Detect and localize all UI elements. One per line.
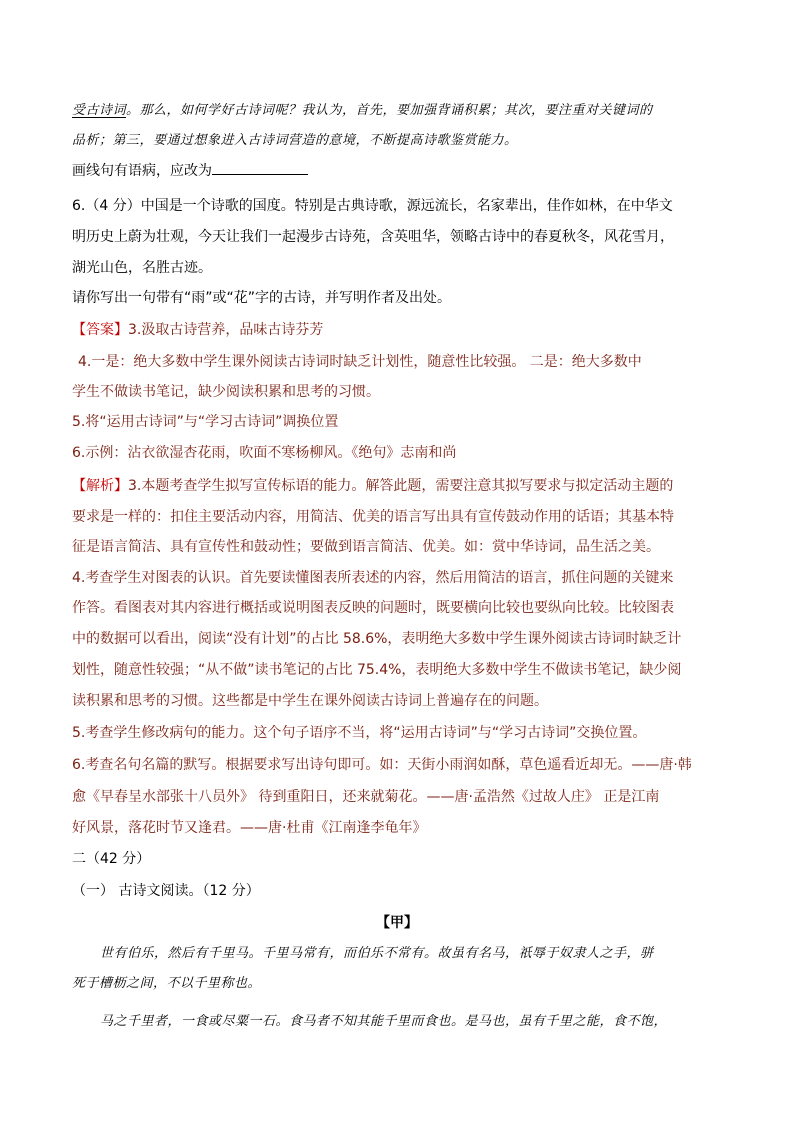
classical-line-1: 世有伯乐，然后有千里马。千里马常有，而伯乐不常有。故虽有名马，祇辱于奴隶人之手，骈 [100,946,654,961]
analysis-3-line-1-text: 3.本题考查学生拟写宣传标语的能力。解答此题，需要注意其拟写要求与拟定活动主题的 [128,478,674,494]
analysis-6-line-2: 愈《早春呈水部张十八员外》 待到重阳日，还来就菊花。——唐·孟浩然《过故人庄》 正是江南 [72,789,660,805]
answer-blank [212,160,308,175]
passage-jia-title: 【甲】 [376,915,418,931]
passage-line-1-rest: 。那么，如何学好古诗词呢？我认为，首先，要加强背诵积累；其次，要注重对关键词的 [126,103,653,118]
analysis-6-line-3: 好风景，落花时节又逢君。——唐·杜甫《江南逢李龟年》 [72,820,427,836]
answer-4-line-2: 学生不做读书笔记，缺少阅读积累和思考的习惯。 [72,384,380,400]
analysis-4-line-1: 4.考查学生对图表的认识。首先要读懂图表所表述的内容，然后用简洁的语言，抓住问题的关键来 [72,570,674,586]
classical-line-2: 死于槽枥之间，不以千里称也。 [72,976,262,991]
answer-3-text: 3.汲取古诗营养，品味古诗芬芳 [128,322,324,338]
answer-6: 6.示例：沾衣欲湿杏花雨，吹面不寒杨柳风。《绝句》志南和尚 [72,445,457,461]
analysis-3-line-2: 要求是一样的：扣住主要活动内容，用简洁、优美的语言写出具有宣传鼓动作用的话语；其基本特 [72,509,674,525]
analysis-3-line-3: 征是语言简洁、具有宣传性和鼓动性；要做到语言简洁、优美。如：赏中华诗词，品生活之美。 [72,539,660,555]
q6-line-3: 湖光山色，名胜古迹。 [72,260,212,276]
q6-line-2: 明历史上蔚为壮观，今天让我们一起漫步古诗苑，含英咀华，领略古诗中的春夏秋冬，风花雪月， [72,229,674,245]
section-2-heading: 二（42 分） [72,851,151,867]
answer-3 [72,320,323,340]
passage-line-2: 品析；第三，要通过想象进入古诗词营造的意境，不断提高诗歌鉴赏能力。 [72,133,518,148]
q6-line-1: 6.（4 分）中国是一个诗歌的国度。特别是古典诗歌，源远流长，名家辈出，佳作如林，在中华文 [72,198,673,214]
q5-prompt-text: 画线句有语病，应改为 [72,163,212,179]
answer-4-line-1: 4.一是：绝大多数中学生课外阅读古诗词时缺乏计划性，随意性比较强。 二是：绝大多数中 [78,354,642,370]
underlined-phrase: 受古诗词 [72,103,127,118]
q5-prompt [72,160,308,181]
q6-line-4: 请你写出一句带有“雨”或“花”字的古诗，并写明作者及出处。 [72,290,452,306]
section-2-subheading: （一） 古诗文阅读。（12 分） [72,883,260,899]
analysis-4-line-4: 划性，随意性较强；“从不做”读书笔记的占比 75.4%，表明绝大多数中学生不做读书笔记，缺少阅 [72,662,682,678]
answer-5: 5.将“运用古诗词”与“学习古诗词”调换位置 [72,414,339,430]
analysis-4-line-2: 作答。看图表对其内容进行概括或说明图表反映的问题时，既要横向比较也要纵向比较。比较图表 [72,600,674,616]
analysis-4-line-5: 读积累和思考的习惯。这些都是中学生在课外阅读古诗词上普遍存在的问题。 [72,693,548,709]
analysis-6-line-1: 6.考查名句名篇的默写。根据要求写出诗句即可。如：天街小雨润如酥，草色遥看近却无。——唐·韩 [72,757,692,773]
analysis-4-line-3: 中的数据可以看出，阅读“没有计划”的占比 58.6%，表明绝大多数中学生课外阅读古诗词时缺乏计 [72,631,682,647]
answer-label: 【答案】 [72,322,128,338]
passage-line-1 [72,101,653,121]
analysis-3-line-1 [72,476,673,496]
analysis-label: 【解析】 [72,478,128,494]
analysis-5-line-1: 5.考查学生修改病句的能力。这个句子语序不当，将“运用古诗词”与“学习古诗词”交换位置。 [72,725,647,741]
classical-line-3: 马之千里者，一食或尽粟一石。食马者不知其能千里而食也。是马也，虽有千里之能，食不饱， [100,1014,668,1029]
